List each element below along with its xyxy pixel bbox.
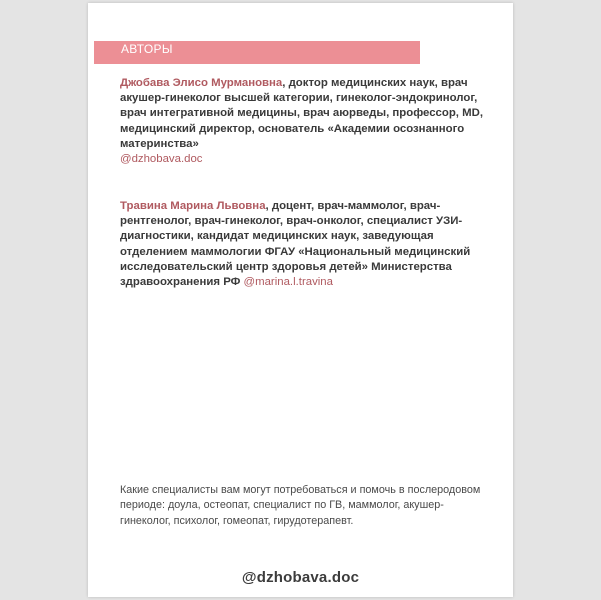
author-description: , доцент, врач-маммолог, врач-рентгенолог, врач-гинеколог, врач-онколог, специалист УЗИ-диагностики, кандидат медицинских наук, заведующая отделением маммологии ФГАУ «Национальный медицинский исследовательский центр здоровья детей» Министерства здравоохранения РФ <box>120 200 471 289</box>
author-name: Джобава Элисо Мурмановна <box>120 77 283 89</box>
intro-paragraph: Какие специалисты вам могут потребоваться и помочь в послеродовом периоде: доула, остеопат, специалист по ГВ, маммолог, акушер-гинеколог, психолог, гомеопат, гирудотерапевт. <box>120 484 481 527</box>
author-entry-2 <box>120 199 490 290</box>
author-entry-1 <box>120 76 490 167</box>
author-handle[interactable]: @marina.l.travina <box>243 276 333 289</box>
author-description: , доктор медицинских наук, врач акушер-гинеколог высшей категории, гинеколог-эндокринолог, врач интегративной медицины, врач аюрведы, профессор, MD, медицинский директор, основатель «Академии осознанного материнства» <box>120 77 484 150</box>
author-name: Травина Марина Львовна <box>120 200 266 212</box>
author-handle[interactable]: @dzhobava.doc <box>120 153 203 166</box>
footer-handle: @dzhobava.doc <box>241 569 360 586</box>
section-title: АВТОРЫ <box>121 42 173 56</box>
